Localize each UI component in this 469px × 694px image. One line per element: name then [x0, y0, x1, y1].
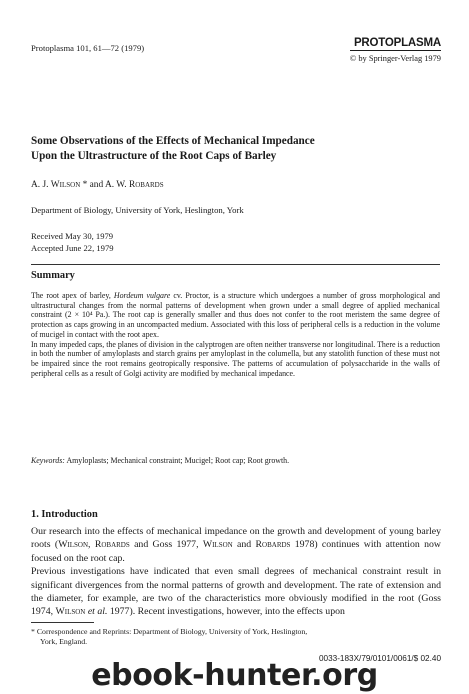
- accepted-date: Accepted June 22, 1979: [31, 242, 114, 253]
- summary-p1-rest: cv. Proctor, is a structure which undergoes a number of gross morphological and ultrastructural changes from the normal patterns of development when grown under a small degree of applied mechanical constraint (2 × 10⁴ Pa.). The root cap is generally smaller and thus does not confer to the root meristem the same degree of protection as caps growing in an uncompacted medium. Associated with this loss of peripheral cells is a reduction in the volume of mucigel in contact with the root apex.: [31, 291, 441, 339]
- footnote-divider: [31, 622, 94, 623]
- intro-paragraph-1: [31, 525, 441, 565]
- title-line-1: Some Observations of the Effects of Mechanical Impedance: [31, 135, 315, 147]
- summary-text: [31, 291, 440, 378]
- ref-author: Robards: [255, 539, 291, 551]
- intro-p2-a: Previous investigations have indicated that even small degrees of mechanical constraint result in significant divergences from the normal patterns of growth and development. The rate of extension and the diameter, for example, are two of the characteristics more obviously modified in the root (Goss 1974,: [31, 566, 441, 618]
- copyright-notice: © by Springer-Verlag 1979: [349, 54, 441, 63]
- ref-author: Wilson: [55, 606, 86, 618]
- title-line-2: Upon the Ultrastructure of the Root Caps of Barley: [31, 150, 277, 162]
- summary-p1-start: The root apex of barley,: [31, 291, 111, 300]
- journal-masthead: [350, 37, 441, 63]
- introduction-heading: 1. Introduction: [31, 509, 98, 520]
- keywords-label: Keywords:: [31, 456, 65, 465]
- intro-p1-c: 1978) continues with attention now focused on the root cap.: [31, 539, 442, 564]
- footnote-text-1: Correspondence and Reprints: Department of Biology, University of York, Heslington,: [36, 627, 308, 636]
- intro-p1-a: Our research into the effects of mechanical impedance on the growth and development of young barley roots (: [31, 526, 441, 551]
- species-name: Hordeum vulgare: [113, 291, 171, 300]
- received-date: Received May 30, 1979: [31, 231, 114, 241]
- intro-p2-b: 1977). Recent investigations, however, into the effects upon: [107, 606, 345, 618]
- article-code: 0033-183X/79/0101/0061/$ 02.40: [318, 654, 441, 663]
- intro-p1-b: and Goss 1977,: [129, 539, 203, 551]
- footnote: [31, 627, 440, 646]
- author-join: and: [89, 180, 104, 190]
- author2-name: Robards: [128, 180, 164, 190]
- footnote-line-2: York, England.: [40, 636, 88, 646]
- ref-author: Robards: [94, 539, 130, 551]
- footnote-line-1: [31, 627, 440, 637]
- journal-name: PROTOPLASMA: [350, 37, 441, 51]
- affiliation: Department of Biology, University of York, Heslington, York: [31, 205, 244, 215]
- author1-name: Wilson: [50, 180, 81, 190]
- journal-citation: Protoplasma 101, 61—72 (1979): [31, 43, 145, 53]
- summary-heading: Summary: [31, 270, 75, 281]
- section-divider: [31, 264, 440, 265]
- dates: [31, 231, 114, 254]
- footnote-mark: *: [31, 627, 35, 636]
- author1-footnote-mark: *: [82, 180, 88, 190]
- author2-initials: A. W.: [105, 180, 127, 190]
- watermark: ebook-hunter.org: [91, 658, 378, 693]
- author-line: [31, 180, 164, 190]
- intro-paragraph-2: [31, 565, 441, 619]
- intro-p1-join: and: [232, 539, 256, 551]
- summary-paragraph-1: [31, 291, 440, 340]
- keywords-list: Amyloplasts; Mechanical constraint; Mucigel; Root cap; Root growth.: [66, 456, 290, 465]
- intro-p1-sep: ,: [88, 539, 95, 551]
- keywords: [31, 456, 440, 465]
- ref-author: Wilson: [202, 539, 233, 551]
- ref-etal: et al.: [87, 606, 108, 618]
- article-title: [31, 134, 441, 164]
- author1-initials: A. J.: [31, 180, 49, 190]
- summary-paragraph-2: In many impeded caps, the planes of division in the calyptrogen are often neither transverse nor longitudinal. There is a reduction in both the number of amyloplasts and starch grains per amyloplast in the columella, but any statolith function of these must not be impaired since the root remains geotropically responsive. The patterns of accumulation of polysaccharide in the walls of peripheral cells as a result of Golgi activity are modified by mechanical impedance.: [31, 339, 440, 378]
- introduction-text: [31, 525, 441, 619]
- ref-author: Wilson: [58, 539, 89, 551]
